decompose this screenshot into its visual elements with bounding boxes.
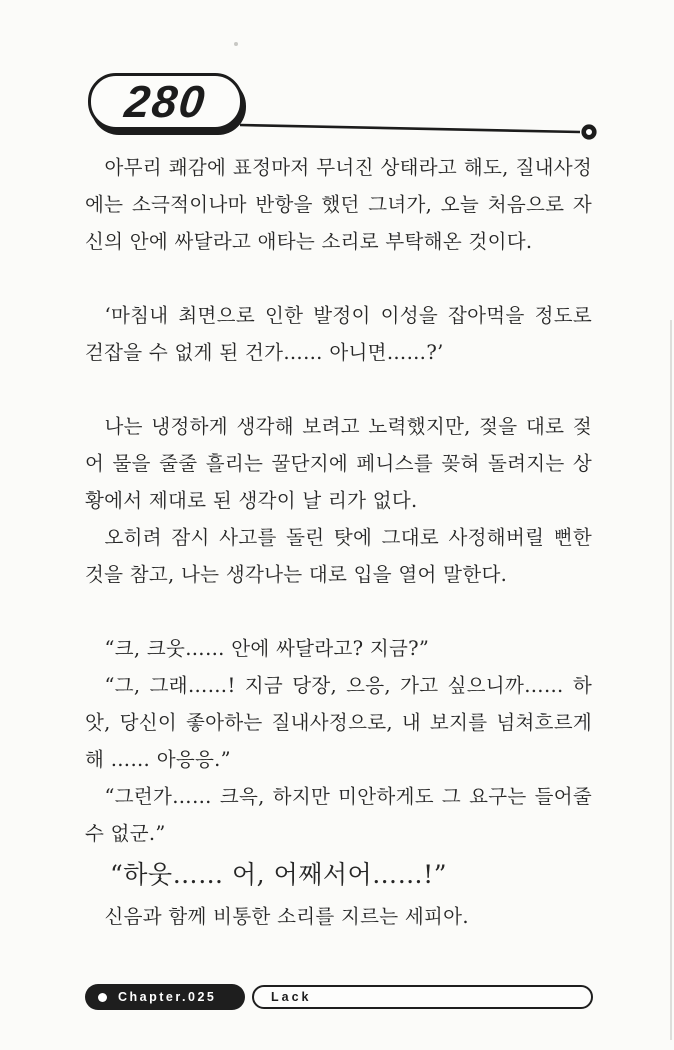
rule-end-ring-icon xyxy=(584,127,595,138)
paragraph-narration-2: 나는 냉정하게 생각해 보려고 노력했지만, 젖을 대로 젖어 물을 줄줄 흘리는 꿀단지에 페니스를 꽂혀 돌려지는 상황에서 제대로 된 생각이 날 리가 없다. xyxy=(85,415,592,512)
paragraph-narration-3: 오히려 잠시 사고를 돌린 탓에 그대로 사정해버릴 뻔한 것을 참고, 나는 생각나는 대로 입을 열어 말한다. xyxy=(85,526,592,586)
scan-edge-shadow xyxy=(670,320,672,1040)
paragraph-dialogue-2: “그, 그래……! 지금 당장, 으응, 가고 싶으니까…… 하앗, 당신이 좋아하는 질내사정으로, 내 보지를 넘쳐흐르게 해 …… 아응응.” xyxy=(85,674,592,771)
paragraph-dialogue-1: “크, 크웃…… 안에 싸달라고? 지금?” xyxy=(104,637,430,660)
page-number: 280 xyxy=(122,75,209,127)
paragraph-narration-1: 아무리 쾌감에 표정마저 무너진 상태라고 해도, 질내사정에는 소극적이나마 반항을 했던 그녀가, 오늘 처음으로 자신의 안에 싸달라고 애타는 소리로 부탁해온 것이다. xyxy=(85,156,592,253)
paragraph-dialogue-3: “그런가…… 크윽, 하지만 미안하게도 그 요구는 들어줄 수 없군.” xyxy=(85,785,592,845)
brand-badge xyxy=(252,985,593,1009)
bullet-dot-icon xyxy=(98,993,107,1002)
paragraph-narration-4: 신음과 함께 비통한 소리를 지르는 세피아. xyxy=(104,905,469,928)
paragraph-dialogue-4-emphasized: “하웃…… 어, 어째서어……!” xyxy=(110,860,447,889)
chapter-badge xyxy=(85,984,245,1010)
brand-label: Lack xyxy=(271,990,312,1004)
chapter-label: Chapter.025 xyxy=(118,990,217,1004)
page-text xyxy=(85,149,592,935)
page-number-badge xyxy=(88,73,243,130)
paragraph-inner-monologue: ‘마침내 최면으로 인한 발정이 이성을 잡아먹을 정도로 걷잡을 수 없게 된 건가…… 아니면……?’ xyxy=(85,304,592,364)
